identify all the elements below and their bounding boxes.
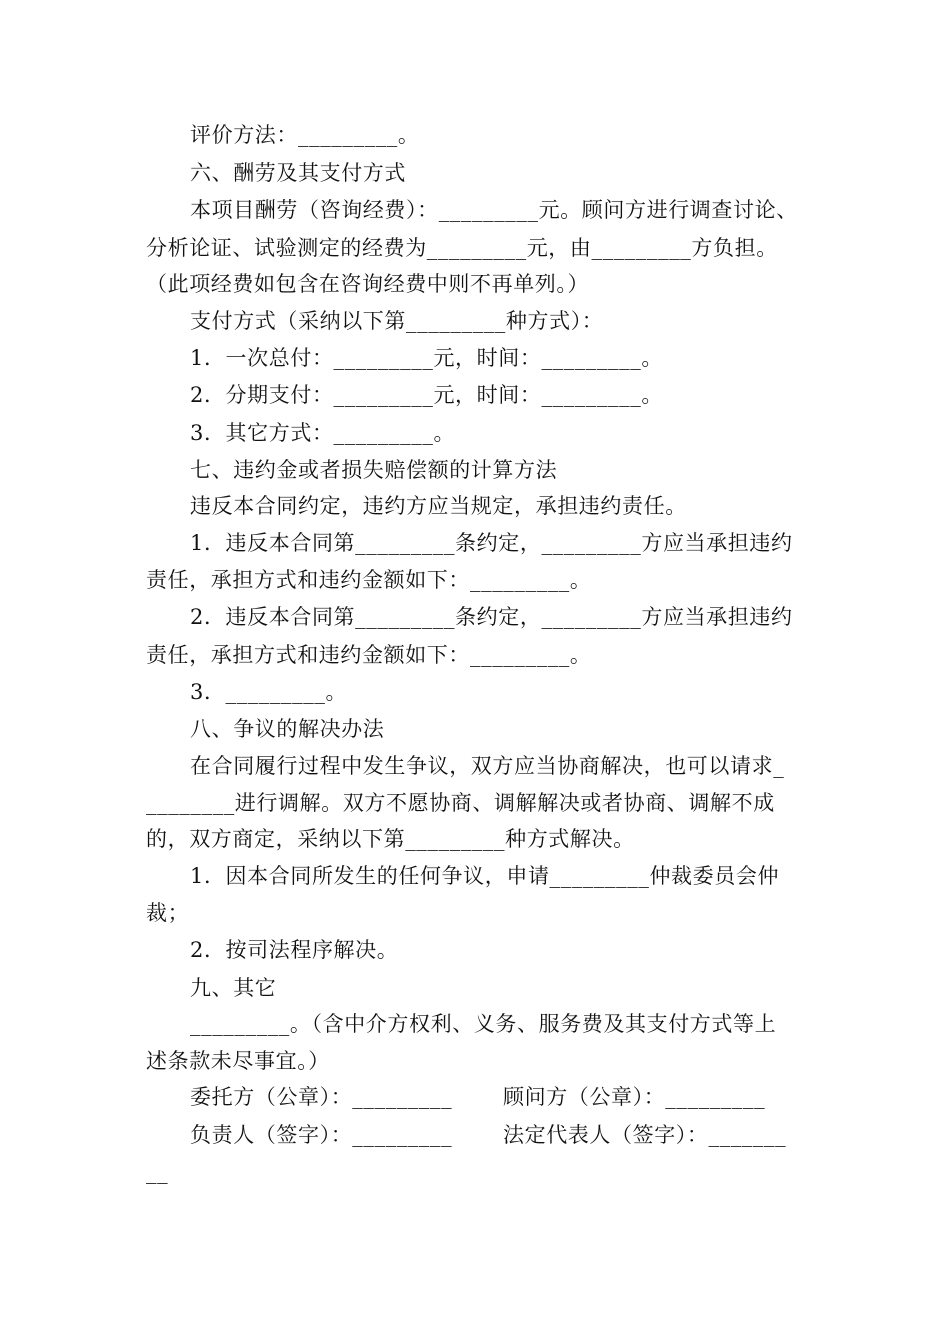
payment-method-line: 支付方式（采纳以下第_________种方式）： [190,309,604,333]
consultant-seal-field: 顾问方（公章）：_________ [503,1085,766,1109]
list-item: 2．违反本合同第_________条约定，_________方应当承担违约 [190,605,793,629]
list-item: 3．_________。 [190,680,348,704]
list-item: 2．按司法程序解决。 [190,938,399,962]
section-heading-penalty: 七、违约金或者损失赔偿额的计算方法 [190,458,558,482]
list-item: 1．一次总付：_________元，时间：_________。 [190,346,663,370]
list-item: 3．其它方式：_________。 [190,421,456,445]
client-seal-field: 委托方（公章）：_________ [190,1085,453,1109]
paragraph-line: _________。（含中介方权利、义务、服务费及其支付方式等上 [190,1012,777,1036]
paragraph-line: 责任，承担方式和违约金额如下：_________。 [146,643,592,667]
paragraph-line: 本项目酬劳（咨询经费）：_________元。顾问方进行调查讨论、 [190,198,798,222]
section-heading-other: 九、其它 [190,976,277,1000]
paragraph-line: 的，双方商定，采纳以下第_________种方式解决。 [146,827,635,851]
section-heading-dispute: 八、争议的解决办法 [190,717,385,741]
consultant-rep-signature-field: 法定代表人（签字）：_______ [503,1123,787,1147]
section-heading-remuneration: 六、酬劳及其支付方式 [190,161,406,185]
client-rep-signature-field: 负责人（签字）：_________ [190,1123,453,1147]
list-item: 2．分期支付：_________元，时间：_________。 [190,383,663,407]
paragraph-line: 责任，承担方式和违约金额如下：_________。 [146,568,592,592]
signature-line-continuation: __ [146,1160,169,1184]
paragraph-line: 违反本合同约定，违约方应当规定，承担违约责任。 [190,494,687,518]
evaluation-method: 评价方法：_________。 [190,123,420,147]
paragraph-line: ________进行调解。双方不愿协商、调解解决或者协商、调解不成 [146,791,775,815]
list-item: 1．违反本合同第_________条约定，_________方应当承担违约 [190,531,793,555]
paragraph-line: （此项经费如包含在咨询经费中则不再单列。） [146,272,590,296]
paragraph-line: 分析论证、试验测定的经费为_________元，由_________方负担。 [146,236,778,260]
paragraph-line: 述条款未尽事宜。） [146,1049,330,1073]
list-item: 1．因本合同所发生的任何争议，申请_________仲裁委员会仲 [190,864,780,888]
paragraph-line: 在合同履行过程中发生争议，双方应当协商解决，也可以请求_ [190,754,785,778]
paragraph-line: 裁； [146,901,190,925]
